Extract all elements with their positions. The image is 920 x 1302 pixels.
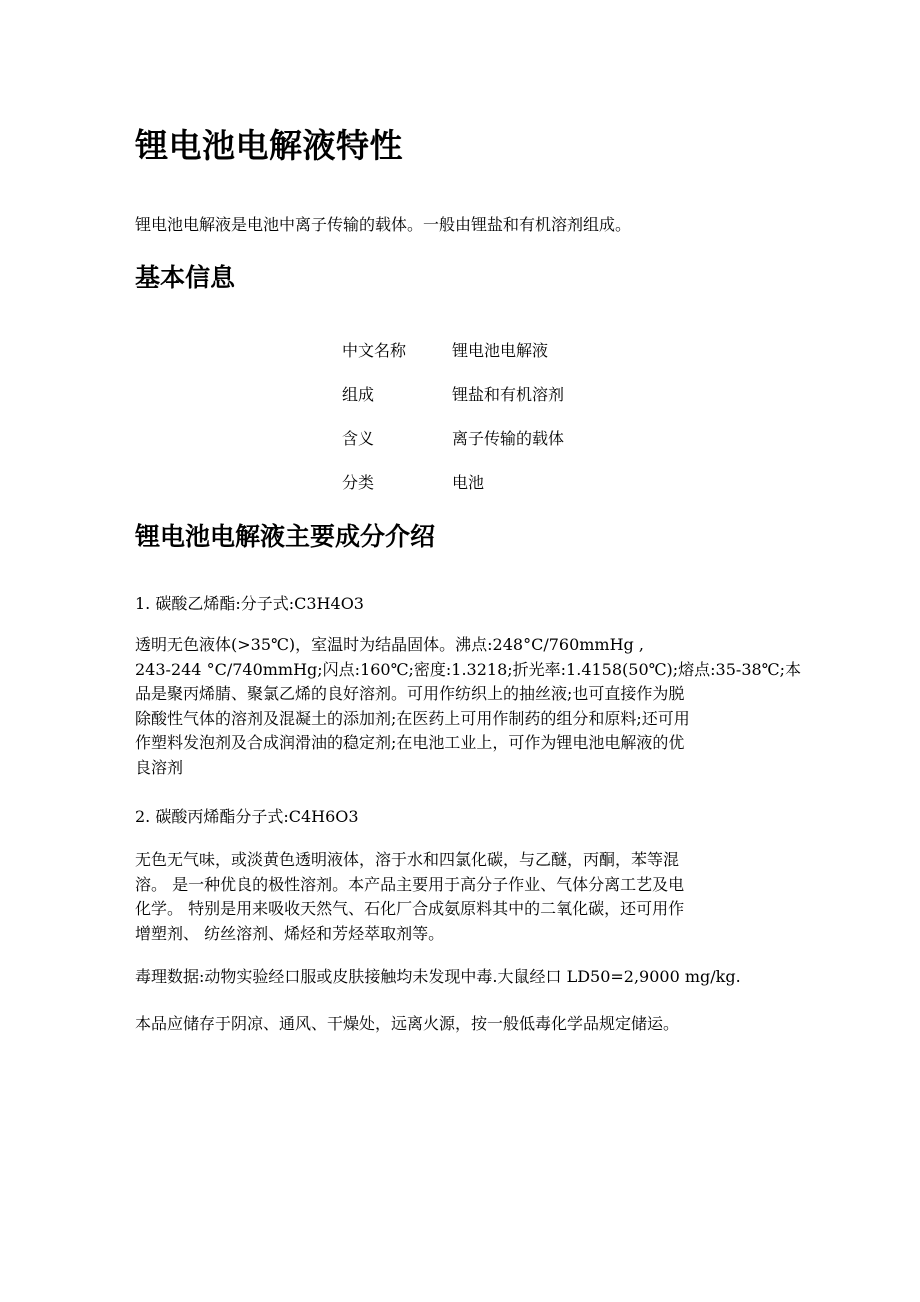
text-line: 品是聚丙烯腈、聚氯乙烯的良好溶剂。可用作纺织上的抽丝液;也可直接作为脱 [135,684,685,703]
info-key: 组成 [342,385,375,404]
item1-description [135,633,801,780]
info-value: 锂电池电解液 [452,341,549,360]
info-key: 分类 [342,473,375,492]
text-line: 透明无色液体(>35℃)，室温时为结晶固体。沸点:248°C/760mmHg , [135,635,644,654]
text-line: 增塑剂、 纺丝溶剂、烯烃和芳烃萃取剂等。 [135,923,445,943]
intro-paragraph: 锂电池电解液是电池中离子传输的载体。一般由锂盐和有机溶剂组成。 [135,215,632,234]
basic-info-heading: 基本信息 [135,263,236,292]
info-value: 电池 [452,473,485,492]
info-value: 离子传输的载体 [452,429,565,448]
text-line: 无色无气味，或淡黄色透明液体，溶于水和四氯化碳，与乙醚，丙酮，苯等混 [135,850,680,869]
item2-description [135,848,795,946]
text-line: 作塑料发泡剂及合成润滑油的稳定剂;在电池工业上，可作为锂电池电解液的优 [135,733,685,752]
info-value: 锂盐和有机溶剂 [452,385,565,404]
text-line: 243-244 °C/740mmHg;闪点:160℃;密度:1.3218;折光率:1.4158(50℃);熔点:35-38℃;本 [135,659,801,679]
text-line: 良溶剂 [135,757,184,777]
toxicity-paragraph: 毒理数据:动物实验经口服或皮肤接触均未发现中毒.大鼠经口 LD50=2,9000 mg/kg. [135,967,741,986]
info-key: 含义 [342,429,375,448]
text-line: 溶。 是一种优良的极性溶剂。本产品主要用于高分子作业、气体分离工艺及电 [135,874,685,894]
page-title: 锂电池电解液特性 [135,126,403,165]
components-heading: 锂电池电解液主要成分介绍 [135,522,436,551]
item2-title: 2. 碳酸丙烯酯分子式:C4H6O3 [135,807,359,826]
storage-paragraph: 本品应储存于阴凉、通风、干燥处，远离火源，按一般低毒化学品规定储运。 [135,1014,680,1033]
text-line: 除酸性气体的溶剂及混凝土的添加剂;在医药上可用作制药的组分和原料;还可用 [135,708,690,728]
text-line: 化学。 特别是用来吸收天然气、石化厂合成氨原料其中的二氧化碳，还可用作 [135,899,685,918]
item1-title: 1. 碳酸乙烯酯:分子式:C3H4O3 [135,594,364,613]
info-key: 中文名称 [342,341,407,360]
